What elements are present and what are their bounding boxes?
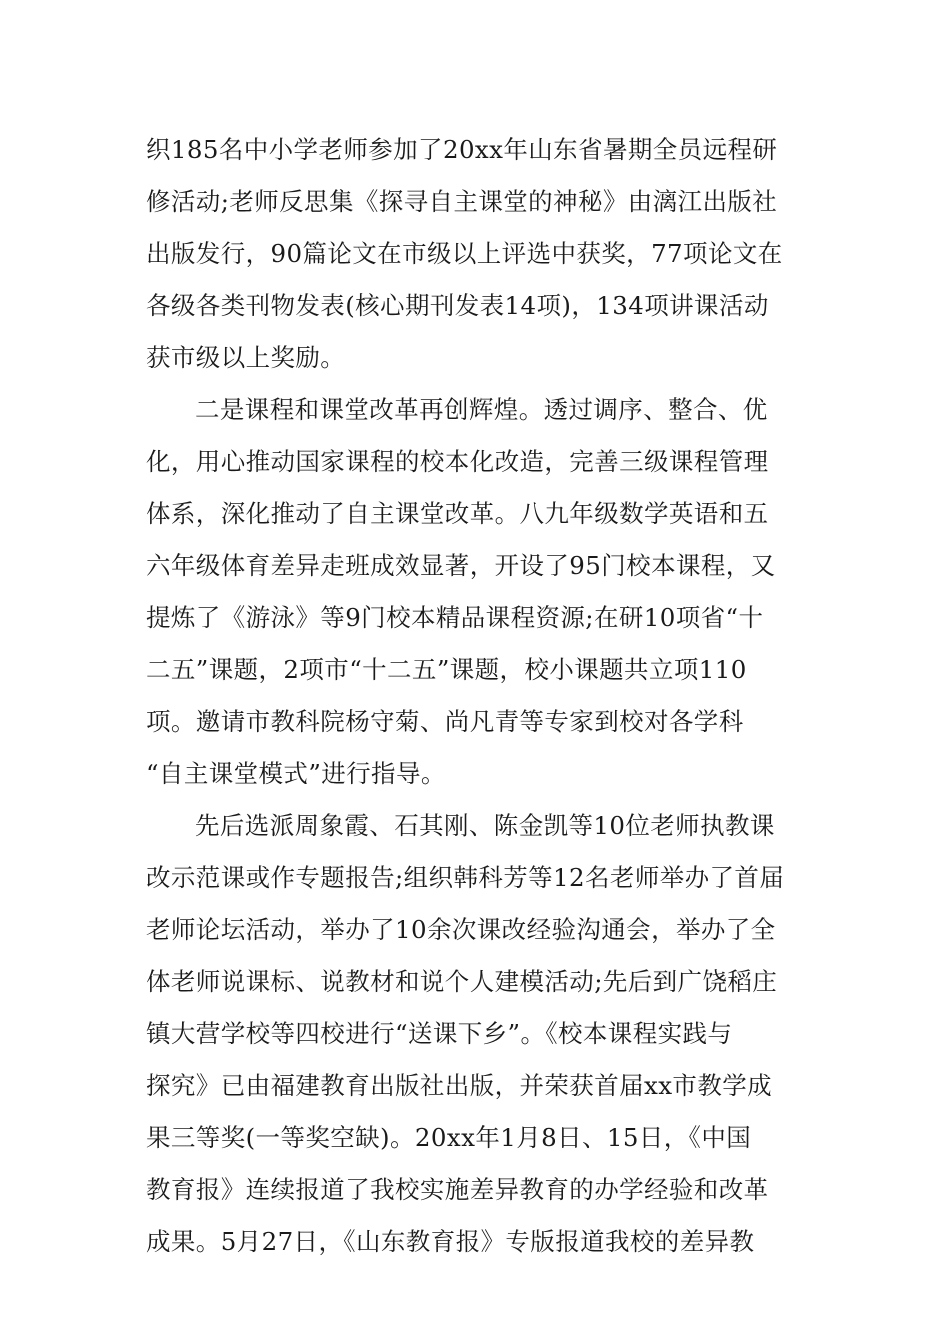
paragraph-line: 体系，深化推动了自主课堂改革。八九年级数学英语和五	[146, 499, 769, 528]
paragraph-line: 镇大营学校等四校进行“送课下乡”。《校本课程实践与	[146, 1019, 733, 1048]
paragraph-line: “自主课堂模式”进行指导。	[146, 759, 446, 788]
paragraph-line: 果三等奖(一等奖空缺)。20xx年1月8日、15日，《中国	[146, 1123, 752, 1152]
paragraph-line: 老师论坛活动，举办了10余次课改经验沟通会，举办了全	[146, 915, 776, 944]
paragraph-line: 项。邀请市教科院杨守菊、尚凡青等专家到校对各学科	[146, 707, 744, 736]
paragraph-line: 化，用心推动国家课程的校本化改造，完善三级课程管理	[146, 447, 769, 476]
paragraph-line: 改示范课或作专题报告;组织韩科芳等12名老师举办了首届	[146, 863, 785, 892]
paragraph-line: 织185名中小学老师参加了20xx年山东省暑期全员远程研	[146, 135, 778, 164]
body-text	[146, 124, 810, 1268]
paragraph-line: 教育报》连续报道了我校实施差异教育的办学经验和改革	[146, 1175, 769, 1204]
paragraph-line: 出版发行，90篇论文在市级以上评选中获奖，77项论文在	[146, 239, 783, 268]
paragraph-line: 修活动;老师反思集《探寻自主课堂的神秘》由漓江出版社	[146, 187, 778, 216]
paragraph-line: 获市级以上奖励。	[146, 343, 346, 372]
paragraph-line: 探究》已由福建教育出版社出版，并荣获首届xx市教学成	[146, 1071, 773, 1100]
paragraph-line: 各级各类刊物发表(核心期刊发表14项)，134项讲课活动	[146, 291, 769, 320]
paragraph-line: 体老师说课标、说教材和说个人建模活动;先后到广饶稻庄	[146, 967, 778, 996]
paragraph-line: 成果。5月27日，《山东教育报》专版报道我校的差异教	[146, 1227, 755, 1256]
paragraph-line: 二五”课题，2项市“十二五”课题，校小课题共立项110	[146, 655, 747, 684]
paragraph-line: 提炼了《游泳》等9门校本精品课程资源;在研10项省“十	[146, 603, 764, 632]
paragraph-line: 六年级体育差异走班成效显著，开设了95门校本课程，又	[146, 551, 776, 580]
paragraph-first-line: 二是课程和课堂改革再创辉煌。透过调序、整合、优	[195, 395, 768, 424]
paragraph-first-line: 先后选派周象霞、石其刚、陈金凯等10位老师执教课	[195, 811, 775, 840]
